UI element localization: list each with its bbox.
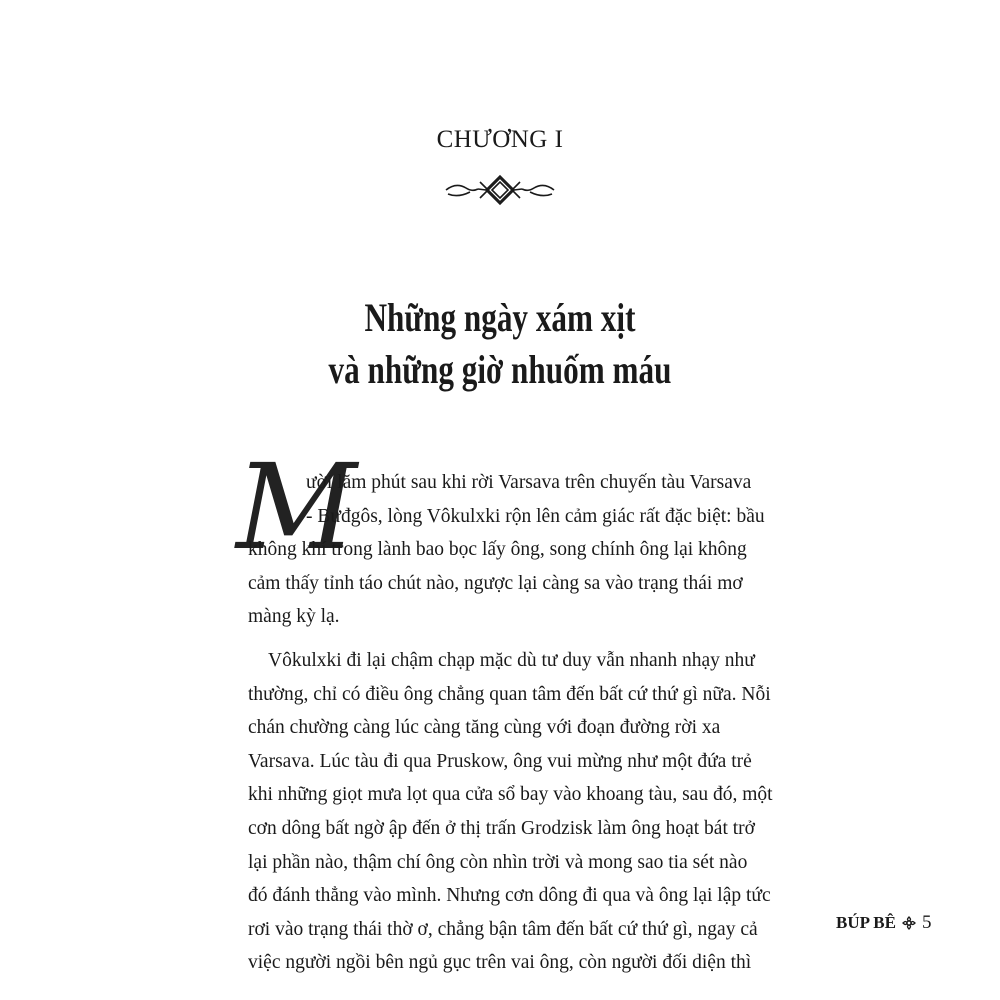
paragraph-2 bbox=[248, 644, 773, 980]
chapter-heading: CHƯƠNG I bbox=[436, 126, 564, 153]
ornament-divider-icon bbox=[440, 172, 560, 208]
chapter-title-line-1: Những ngày xám xịt bbox=[364, 295, 636, 340]
text-line: Vôkulxki đi lại chậm chạp mặc dù tư duy vẫn nhanh nhạy như bbox=[268, 649, 755, 671]
paragraph-1 bbox=[248, 466, 768, 634]
text-line: cảm thấy tỉnh táo chút nào, ngược lại càng sa vào trạng thái mơ bbox=[248, 572, 743, 594]
flower-ornament-icon bbox=[902, 916, 916, 930]
text-line: thường, chỉ có điều ông chẳng quan tâm đến bất cứ thứ gì nữa. Nỗi bbox=[248, 683, 771, 705]
body-text bbox=[248, 466, 773, 980]
text-line: ười lăm phút sau khi rời Varsava trên chuyến tàu Varsava bbox=[306, 472, 752, 493]
text-line: Varsava. Lúc tàu đi qua Pruskow, ông vui mừng như một đứa trẻ bbox=[248, 750, 752, 772]
drop-cap-letter: M bbox=[236, 438, 357, 576]
chapter-title-line-2: và những giờ nhuốm máu bbox=[328, 347, 672, 392]
book-title: BÚP BÊ bbox=[836, 913, 896, 932]
text-line: việc người ngồi bên ngủ gục trên vai ông, còn người đối diện thì bbox=[248, 952, 752, 974]
text-line: lại phần nào, thậm chí ông còn nhìn trời và mong sao tia sét nào bbox=[248, 851, 748, 873]
running-footer bbox=[836, 908, 932, 938]
text-line: rơi vào trạng thái thờ ơ, chẳng bận tâm đến bất cứ thứ gì, ngay cả bbox=[248, 918, 758, 940]
chapter-title bbox=[110, 292, 890, 396]
page-number: 5 bbox=[922, 912, 932, 933]
text-line: chán chường càng lúc càng tăng cùng với đoạn đường rời xa bbox=[248, 717, 721, 739]
text-line: màng kỳ lạ. bbox=[248, 606, 340, 628]
text-line: - Bưđgôs, lòng Vôkulxki rộn lên cảm giác rất đặc biệt: bầu bbox=[306, 505, 765, 527]
text-line: khi những giọt mưa lọt qua cửa sổ bay vào khoang tàu, sau đó, một bbox=[248, 784, 773, 806]
text-line: cơn dông bất ngờ ập đến ở thị trấn Grodzisk làm ông hoạt bát trở bbox=[248, 817, 755, 839]
text-line: đó đánh thẳng vào mình. Nhưng cơn dông đi qua và ông lại lập tức bbox=[248, 885, 771, 907]
text-line: không khí trong lành bao bọc lấy ông, song chính ông lại không bbox=[248, 539, 747, 561]
